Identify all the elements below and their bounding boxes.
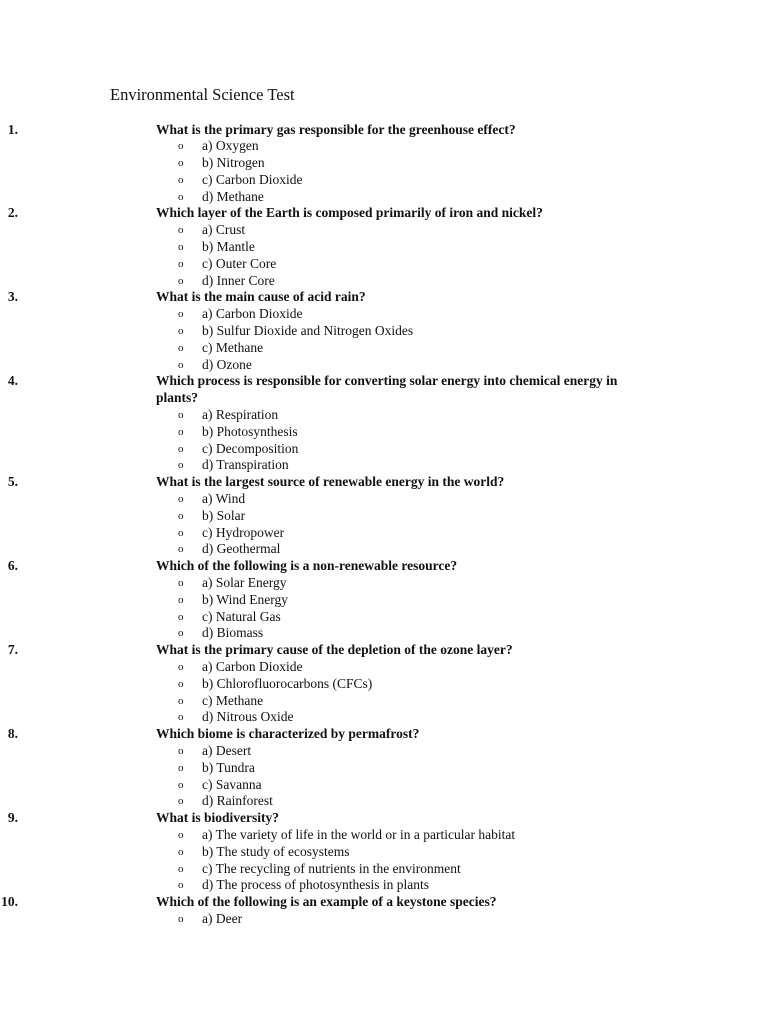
question-list (0, 122, 768, 928)
answer-option (0, 172, 768, 189)
answer-option (0, 491, 768, 508)
answer-option-text: b) Sulfur Dioxide and Nitrogen Oxides (202, 323, 414, 339)
question-number: 2. (7, 205, 18, 221)
answer-option (0, 407, 768, 424)
bullet-icon: o (178, 140, 184, 153)
answer-option-text: c) Natural Gas (202, 608, 281, 624)
answer-option-text: a) Carbon Dioxide (202, 306, 303, 322)
answer-option-text: d) Transpiration (202, 457, 289, 473)
answer-option (0, 541, 768, 558)
bullet-icon: o (178, 325, 184, 338)
bullet-icon: o (178, 509, 184, 522)
bullet-icon: o (178, 190, 184, 203)
bullet-icon: o (178, 274, 184, 287)
bullet-icon: o (178, 694, 184, 707)
bullet-icon: o (178, 526, 184, 539)
bullet-icon: o (178, 224, 184, 237)
answer-option-text: a) Wind (202, 491, 246, 507)
answer-option-text: c) Outer Core (202, 255, 277, 271)
answer-option (0, 222, 768, 239)
answer-option-text: a) Crust (202, 222, 246, 238)
question-item (0, 558, 636, 575)
answer-option (0, 609, 768, 626)
question-item (0, 474, 636, 491)
answer-option (0, 256, 768, 273)
bullet-icon: o (178, 308, 184, 321)
answer-option-text: a) Carbon Dioxide (202, 659, 303, 674)
answer-option-text: c) Decomposition (202, 440, 299, 456)
bullet-icon: o (178, 795, 184, 808)
answer-option-text: a) Solar Energy (202, 575, 287, 591)
bullet-icon: o (178, 661, 184, 673)
answer-option-text: b) Tundra (202, 759, 255, 775)
bullet-icon: o (178, 493, 184, 506)
answer-option (0, 827, 768, 844)
answer-option (0, 844, 768, 861)
bullet-icon: o (178, 173, 184, 186)
answer-option (0, 592, 768, 609)
question-text: Which of the following is a non-renewable resource? (156, 558, 458, 574)
answer-option (0, 273, 768, 290)
bullet-icon: o (178, 610, 184, 623)
question-text: What is the primary gas responsible for the greenhouse effect? (156, 121, 516, 137)
question-text: What is the largest source of renewable energy in the world? (156, 474, 505, 490)
bullet-icon: o (178, 744, 184, 757)
answer-option-text: d) Methane (202, 188, 264, 204)
answer-option-text: b) Solar (202, 507, 246, 523)
answer-option (0, 525, 768, 542)
answer-option-text: a) Respiration (202, 407, 279, 423)
answer-option (0, 441, 768, 458)
answer-option-text: a) Deer (202, 910, 243, 926)
answer-option (0, 676, 768, 693)
answer-option (0, 760, 768, 777)
question-number: 4. (7, 373, 18, 389)
answer-option-text: d) Geothermal (202, 541, 281, 557)
answer-option (0, 323, 768, 340)
answer-option (0, 508, 768, 525)
question-number: 8. (7, 726, 18, 742)
bullet-icon: o (178, 459, 184, 472)
bullet-icon: o (178, 341, 184, 354)
question-text: What is biodiversity? (156, 810, 280, 826)
question-number: 1. (7, 121, 18, 137)
question-item (0, 122, 636, 139)
answer-option (0, 357, 768, 374)
answer-option-text: c) Methane (202, 692, 264, 708)
bullet-icon: o (178, 241, 184, 254)
answer-option (0, 575, 768, 592)
bullet-icon: o (178, 761, 184, 774)
bullet-icon: o (178, 912, 184, 925)
question-item (0, 726, 636, 743)
page-title: Environmental Science Test (110, 85, 295, 104)
question-text: Which process is responsible for converting solar energy into chemical energy in plants? (156, 373, 618, 406)
answer-option-text: a) The variety of life in the world or in a particular habitat (202, 826, 516, 842)
question-item (0, 373, 636, 407)
answer-option (0, 911, 768, 928)
bullet-icon: o (178, 442, 184, 455)
question-number: 9. (7, 810, 18, 826)
answer-option (0, 659, 768, 676)
answer-option (0, 693, 768, 710)
question-number: 7. (7, 642, 18, 658)
answer-option (0, 743, 768, 760)
answer-option (0, 457, 768, 474)
answer-option-text: d) Biomass (202, 625, 264, 641)
answer-option-text: b) Nitrogen (202, 155, 265, 171)
question-text: What is the primary cause of the depletion of the ozone layer? (156, 642, 513, 658)
answer-option (0, 189, 768, 206)
bullet-icon: o (178, 828, 184, 841)
bullet-icon: o (178, 593, 184, 606)
question-text: Which layer of the Earth is composed primarily of iron and nickel? (156, 205, 543, 221)
answer-option (0, 239, 768, 256)
question-item (0, 289, 636, 306)
answer-option-text: c) Carbon Dioxide (202, 171, 303, 187)
question-text: Which of the following is an example of a keystone species? (156, 894, 497, 910)
answer-option-text: c) Savanna (202, 776, 262, 792)
bullet-icon: o (178, 409, 184, 422)
answer-option (0, 877, 768, 894)
answer-option (0, 155, 768, 172)
answer-option-text: c) Methane (202, 339, 264, 355)
bullet-icon: o (178, 627, 184, 640)
bullet-icon: o (178, 157, 184, 170)
answer-option (0, 709, 768, 726)
answer-option-text: d) Ozone (202, 356, 252, 372)
answer-option (0, 340, 768, 357)
answer-option-text: c) The recycling of nutrients in the environment (202, 860, 461, 876)
answer-option (0, 424, 768, 441)
answer-option (0, 861, 768, 878)
bullet-icon: o (178, 577, 184, 590)
question-number: 3. (7, 289, 18, 305)
answer-option-text: d) Nitrous Oxide (202, 709, 294, 725)
question-item (0, 810, 636, 827)
answer-option-text: b) Wind Energy (202, 591, 288, 607)
bullet-icon: o (178, 677, 184, 690)
question-number: 10. (1, 894, 18, 910)
bullet-icon: o (178, 711, 184, 724)
answer-option-text: c) Hydropower (202, 524, 285, 540)
bullet-icon: o (178, 358, 184, 371)
question-text: What is the main cause of acid rain? (156, 289, 366, 305)
answer-option-text: a) Oxygen (202, 138, 259, 154)
answer-option-text: b) The study of ecosystems (202, 843, 350, 859)
bullet-icon: o (178, 543, 184, 556)
question-text: Which biome is characterized by permafrost? (156, 726, 420, 742)
answer-option-text: d) Rainforest (202, 793, 273, 809)
answer-option-text: d) The process of photosynthesis in plants (202, 877, 429, 893)
question-number: 5. (7, 474, 18, 490)
bullet-icon: o (178, 425, 184, 438)
answer-option-text: b) Chlorofluorocarbons (CFCs) (202, 675, 373, 691)
bullet-icon: o (178, 862, 184, 875)
answer-option (0, 625, 768, 642)
question-item (0, 642, 636, 659)
bullet-icon: o (178, 845, 184, 858)
answer-option-text: d) Inner Core (202, 272, 275, 288)
answer-option (0, 793, 768, 810)
question-item (0, 205, 636, 222)
question-number: 6. (7, 558, 18, 574)
answer-option (0, 306, 768, 323)
answer-option-text: a) Desert (202, 742, 252, 758)
answer-option (0, 777, 768, 794)
bullet-icon: o (178, 778, 184, 791)
bullet-icon: o (178, 879, 184, 892)
answer-option-text: b) Photosynthesis (202, 423, 298, 439)
bullet-icon: o (178, 257, 184, 270)
answer-option-text: b) Mantle (202, 239, 255, 255)
question-item (0, 894, 636, 911)
answer-option (0, 138, 768, 155)
